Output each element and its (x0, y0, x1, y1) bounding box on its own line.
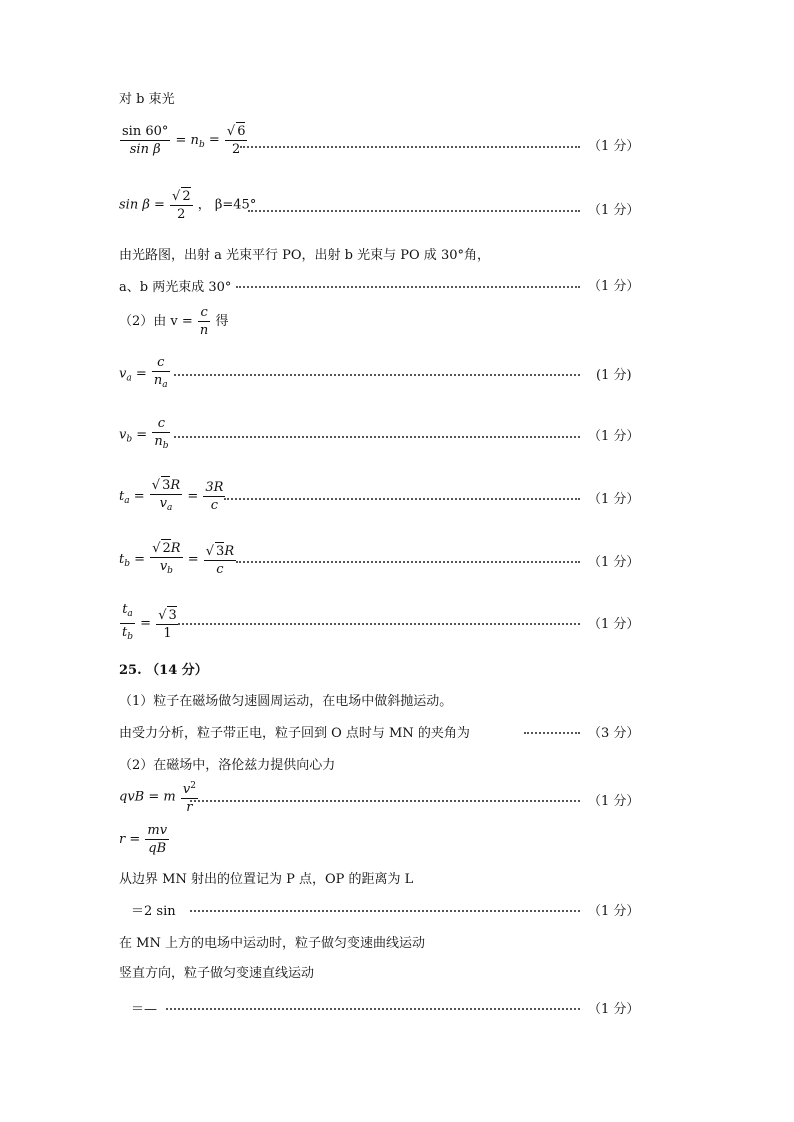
q25-part2: （2）在磁场中，洛伦兹力提供向心力 (119, 758, 336, 773)
score-7: （1 分） (588, 555, 640, 570)
score-4: (1 分) (596, 368, 632, 383)
score-5: （1 分） (588, 429, 640, 444)
score-10: （1 分） (588, 794, 640, 809)
score-11: （1 分） (588, 904, 640, 919)
tb-equation: $t_b$ = $\frac{√ 2R}{v_b}$ = $\frac{√ 3R}{c}$ (119, 539, 237, 580)
dot-leader (174, 374, 580, 376)
vb-equation: $v_b$ = $\frac{c}{n_b}$ (119, 415, 171, 455)
light-path-text: 由光路图，出射 a 光束平行 PO，出射 b 光束与 PO 成 30°角， (119, 248, 490, 263)
beam-angle-text: a、b 两光束成 30° (119, 280, 232, 295)
score-3: （1 分） (588, 279, 640, 294)
lorentz-force-equation: qvB = m $\frac{v^2}{r}$ (119, 781, 196, 815)
sin-beta-equation: sin β = $\frac{√ 2}{2}$ ， β=45° (119, 189, 257, 222)
score-2: （1 分） (588, 203, 640, 218)
part2-intro: （2）由 v = $\frac{c}{n}$ 得 (119, 305, 229, 338)
dot-leader (174, 436, 580, 438)
op-distance-equation: ＝2 sin (131, 904, 176, 919)
time-ratio-equation: $\frac{t_a}{t_b}$ = $\frac{√ 3}{1}$ (119, 601, 180, 646)
score-9: （3 分） (588, 726, 640, 741)
b-beam-label: 对 b 束光 (119, 92, 175, 107)
score-1: （1 分） (588, 139, 640, 154)
dot-leader (236, 286, 580, 288)
dot-leader (190, 800, 580, 802)
score-8: （1 分） (588, 617, 640, 632)
snell-equation-b: $\frac{\sin 60^\circ}{\text{sin β}}$ = $n_b$ = $\frac{√ 6}{2}$ (122, 123, 246, 157)
question-25-heading: 25. （14 分） (119, 663, 208, 678)
q25-force-analysis: 由受力分析，粒子带正电，粒子回到 O 点时与 MN 的夹角为 (119, 726, 470, 741)
dot-leader (524, 732, 580, 734)
dot-leader (236, 561, 580, 563)
dot-leader (178, 623, 580, 625)
va-equation: $v_a$ = $\frac{c}{n_a}$ (119, 354, 171, 394)
mn-exit-text: 从边界 MN 射出的位置记为 P 点，OP 的距离为 L (119, 872, 414, 887)
final-equation: ＝— (131, 1002, 158, 1017)
dot-leader (166, 1008, 580, 1010)
ta-equation: $t_a$ = $\frac{√ 3R}{v_a}$ = $\frac{3R}{c}$ (119, 476, 226, 517)
vertical-motion-text: 竖直方向，粒子做匀变速直线运动 (119, 966, 315, 981)
q25-part1: （1）粒子在磁场做匀速圆周运动，在电场中做斜抛运动。 (119, 694, 453, 709)
score-12: （1 分） (588, 1002, 640, 1017)
mn-field-text: 在 MN 上方的电场中运动时，粒子做匀变速曲线运动 (119, 936, 425, 951)
dot-leader (240, 146, 580, 148)
score-6: （1 分） (588, 492, 640, 507)
dot-leader (190, 910, 580, 912)
radius-equation: r = $\frac{mv}{qB}$ (119, 823, 168, 856)
dot-leader (248, 210, 580, 212)
dot-leader (224, 498, 580, 500)
